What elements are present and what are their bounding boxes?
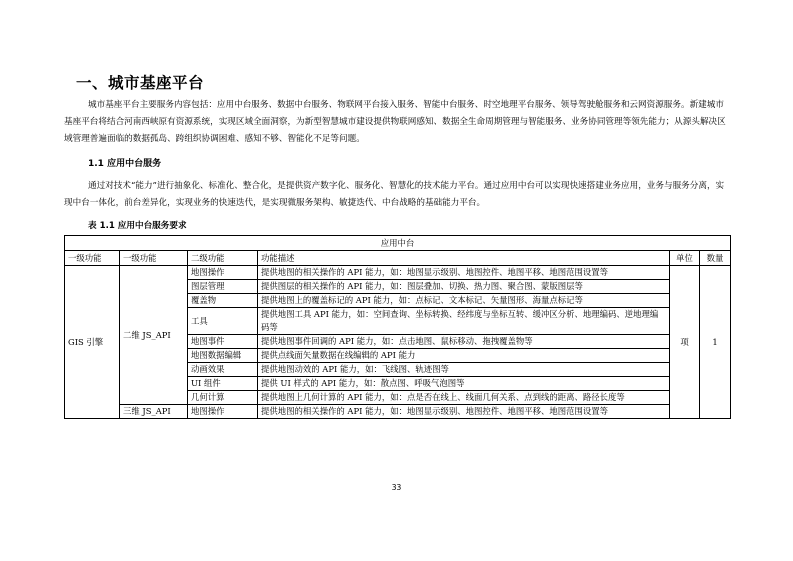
table-row — [65, 405, 731, 419]
api-group-cell: 三维 JS_API — [120, 405, 188, 419]
function-description-cell: 提供图层的相关操作的 API 能力，如：图层叠加、切换、热力图、聚合图、蒙版图层等 — [258, 280, 670, 294]
api-group-cell: 二维 JS_API — [120, 266, 188, 405]
subsection-title: 1.1 应用中台服务 — [88, 159, 162, 169]
function-description-cell: 提供地图上几何计算的 API 能力，如：点是否在线上、线面几何关系、点到线的距离、路径长度等 — [258, 391, 670, 405]
table-caption: 表 1.1 应用中台服务要求 — [88, 221, 187, 231]
function-description-cell: 提供地图的相关操作的 API 能力，如：地图显示级别、地图控件、地图平移、地图范围设置等 — [258, 405, 670, 419]
table-title: 应用中台 — [65, 236, 731, 251]
header-unit: 单位 — [670, 251, 700, 266]
level2-function-cell: 地图操作 — [188, 266, 258, 280]
service-requirements-table — [64, 235, 731, 419]
page-number: 33 — [391, 483, 402, 492]
level2-function-cell: 动画效果 — [188, 363, 258, 377]
level2-function-cell: 地图操作 — [188, 405, 258, 419]
function-description-cell: 提供地图上的覆盖标记的 API 能力，如：点标记、文本标记、矢量图形、海量点标记等 — [258, 294, 670, 308]
unit-cell: 项 — [670, 266, 700, 419]
function-description-cell: 提供点线面矢量数据在线编辑的 API 能力 — [258, 349, 670, 363]
level2-function-cell: 地图数据编辑 — [188, 349, 258, 363]
level2-function-cell: 地图事件 — [188, 335, 258, 349]
function-description-cell: 提供地图工具 API 能力，如：空间查询、坐标转换、经纬度与坐标互转、缓冲区分析、地理编码、逆地理编码等 — [258, 308, 670, 335]
header-level2: 二级功能 — [188, 251, 258, 266]
level2-function-cell: 覆盖物 — [188, 294, 258, 308]
section-title: 一、城市基座平台 — [76, 74, 205, 92]
level2-function-cell: 几何计算 — [188, 391, 258, 405]
function-description-cell: 提供地图动效的 API 能力，如：飞线图、轨迹图等 — [258, 363, 670, 377]
level2-function-cell: 图层管理 — [188, 280, 258, 294]
header-description: 功能描述 — [258, 251, 670, 266]
function-description-cell: 提供 UI 样式的 API 能力，如：散点图、呼吸气泡图等 — [258, 377, 670, 391]
subsection-paragraph: 通过对技术“能力”进行抽象化、标准化、整合化，是提供资产数字化、服务化、智慧化的技术能力平台。通过应用中台可以实现快速搭建业务应用，业务与服务分离，实现中台一体化，前台差异化，实现业务的快速迭代，是实现微服务架构、敏捷迭代、中台战略的基础能力平台。 — [64, 181, 725, 208]
gis-engine-cell: GIS 引擎 — [65, 266, 120, 419]
quantity-cell: 1 — [700, 266, 731, 419]
function-description-cell: 提供地图的相关操作的 API 能力，如：地图显示级别、地图控件、地图平移、地图范围设置等 — [258, 266, 670, 280]
level2-function-cell: 工具 — [188, 308, 258, 335]
intro-paragraph: 城市基座平台主要服务内容包括：应用中台服务、数据中台服务、物联网平台接入服务、智能中台服务、时空地理平台服务、领导驾驶舱服务和云网资源服务。新建城市基座平台将结合河南西峡原有资源系统，实现区域全面洞察，为新型智慧城市建设提供物联网感知、数据全生命周期管理与智能服务、业务协同管理等领先能力；从源头解决区域管理普遍面临的数据孤岛、跨组织协调困难、感知不够、智能化不足等问题。 — [64, 100, 726, 144]
table-row — [65, 266, 731, 280]
header-quantity: 数量 — [700, 251, 731, 266]
header-level1-a: 一级功能 — [65, 251, 120, 266]
level2-function-cell: UI 组件 — [188, 377, 258, 391]
header-level1-b: 一级功能 — [120, 251, 188, 266]
function-description-cell: 提供地图事件回调的 API 能力，如：点击地图、鼠标移动、拖拽覆盖物等 — [258, 335, 670, 349]
